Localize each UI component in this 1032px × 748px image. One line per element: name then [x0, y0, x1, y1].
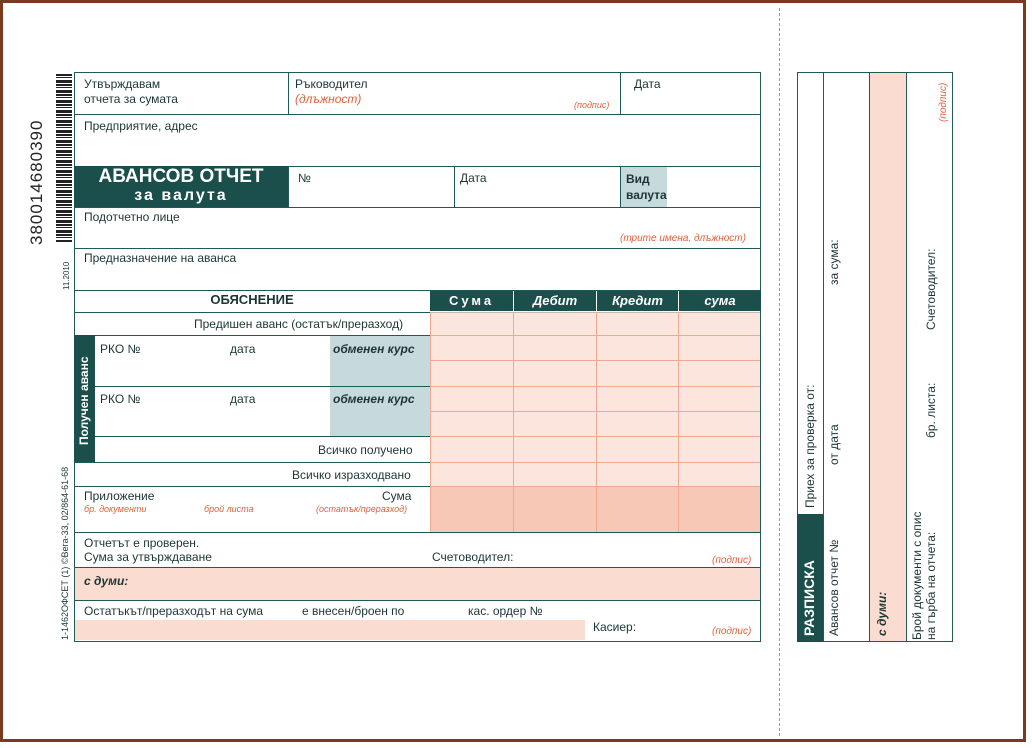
receipt-for-sum-label: за сума: — [827, 239, 841, 285]
manager-label: Ръководител — [295, 77, 368, 91]
explanation-header: ОБЯСНЕНИЕ — [210, 292, 294, 307]
paid-label: е внесен/броен по — [302, 604, 405, 618]
receipt-in-words-label: с думи: — [875, 591, 889, 636]
approve-sum-label: Сума за утвърждаване — [84, 550, 212, 564]
title-line-1: АВАНСОВ ОТЧЕТ — [98, 166, 264, 187]
attachment-sheets-hint: брой листа — [204, 504, 254, 514]
title-date-label: Дата — [460, 171, 487, 185]
approve-label: Утвърждавам — [84, 77, 161, 91]
title-line-2: за валута — [134, 187, 228, 204]
company-address-label: Предприятие, адрес — [84, 119, 198, 133]
accountable-person-label: Подотчетно лице — [84, 210, 180, 224]
footer-signature-hint: (подпис) — [712, 555, 752, 566]
total-spent-label: Всичко изразходвано — [292, 468, 411, 482]
receipt-signature-hint: (подпис) — [938, 82, 949, 122]
receipt-docs-label-2: на гърба на отчета: — [924, 531, 938, 640]
rko-label-1: РКО № — [100, 342, 141, 356]
receipt-report-no-label: Авансов отчет № — [827, 539, 841, 636]
currency-type-label: Вид валута — [626, 172, 667, 202]
signature-hint: (подпис) — [574, 100, 610, 110]
accountant-label: Счетоводител: — [432, 550, 514, 564]
receipt-from-date-label: от дата — [827, 424, 841, 465]
attachment-label: Приложение — [84, 489, 155, 503]
rko-date-1: дата — [230, 342, 256, 356]
printer-note: 1-1462ОФСЕТ (1) ©Вега-33, 02/864-61-68 — [60, 466, 70, 640]
receipt-docs-label: Брой документи с опис — [910, 511, 924, 640]
attachment-docs-hint: бр. документи — [84, 504, 147, 514]
receipt-accountant-label: Счетоводител: — [924, 248, 938, 330]
exchange-rate-label-2: обменен курс — [333, 392, 415, 406]
remainder-label: Остатъкът/преразходът на сума — [84, 604, 264, 618]
in-words-field — [75, 568, 760, 600]
sum-label: Сума — [382, 489, 412, 503]
approve-label-2: отчета за сумата — [84, 92, 178, 106]
date-label: Дата — [634, 77, 661, 91]
credit-header: Кредит — [597, 291, 678, 311]
cashier-label: Касиер: — [593, 620, 637, 634]
rko-label-2: РКО № — [100, 392, 141, 406]
debit-header: Дебит — [514, 291, 596, 311]
receipt-in-words-field — [869, 73, 906, 641]
position-hint: (длъжност) — [295, 92, 362, 106]
number-label: № — [298, 171, 311, 185]
receipt-received-label: Приех за проверка от: — [803, 384, 817, 508]
perforation-line — [779, 8, 780, 736]
in-words-label: с думи: — [84, 574, 129, 588]
date-code: 11.2010 — [62, 261, 71, 290]
exchange-rate-label-1: обменен курс — [333, 342, 415, 356]
cash-order-label: кас. ордер № — [468, 604, 543, 618]
rko-date-2: дата — [230, 392, 256, 406]
total-received-label: Всичко получено — [318, 443, 413, 457]
barcode — [56, 74, 72, 242]
sum-header: Сума — [430, 291, 513, 311]
barcode-number: 380014680390 — [27, 119, 46, 245]
cashier-signature-hint: (подпис) — [712, 626, 752, 637]
advance-purpose-label: Предназначение на аванса — [84, 251, 237, 265]
receipt-sheets-label: бр. листа: — [924, 382, 938, 438]
receipt-title: РАЗПИСКА — [801, 560, 817, 636]
sum-hint: (остатък/преразход) — [316, 504, 408, 514]
received-advance-label: Получен аванс — [77, 356, 91, 445]
report-checked-label: Отчетът е проверен. — [84, 536, 200, 550]
names-position-hint: (трите имена, длъжност) — [620, 233, 746, 244]
sum2-header: сума — [679, 291, 761, 311]
previous-advance-label: Предишен аванс (остатък/преразход) — [194, 317, 404, 331]
attachment-amounts — [430, 486, 760, 532]
remainder-field — [75, 620, 585, 640]
